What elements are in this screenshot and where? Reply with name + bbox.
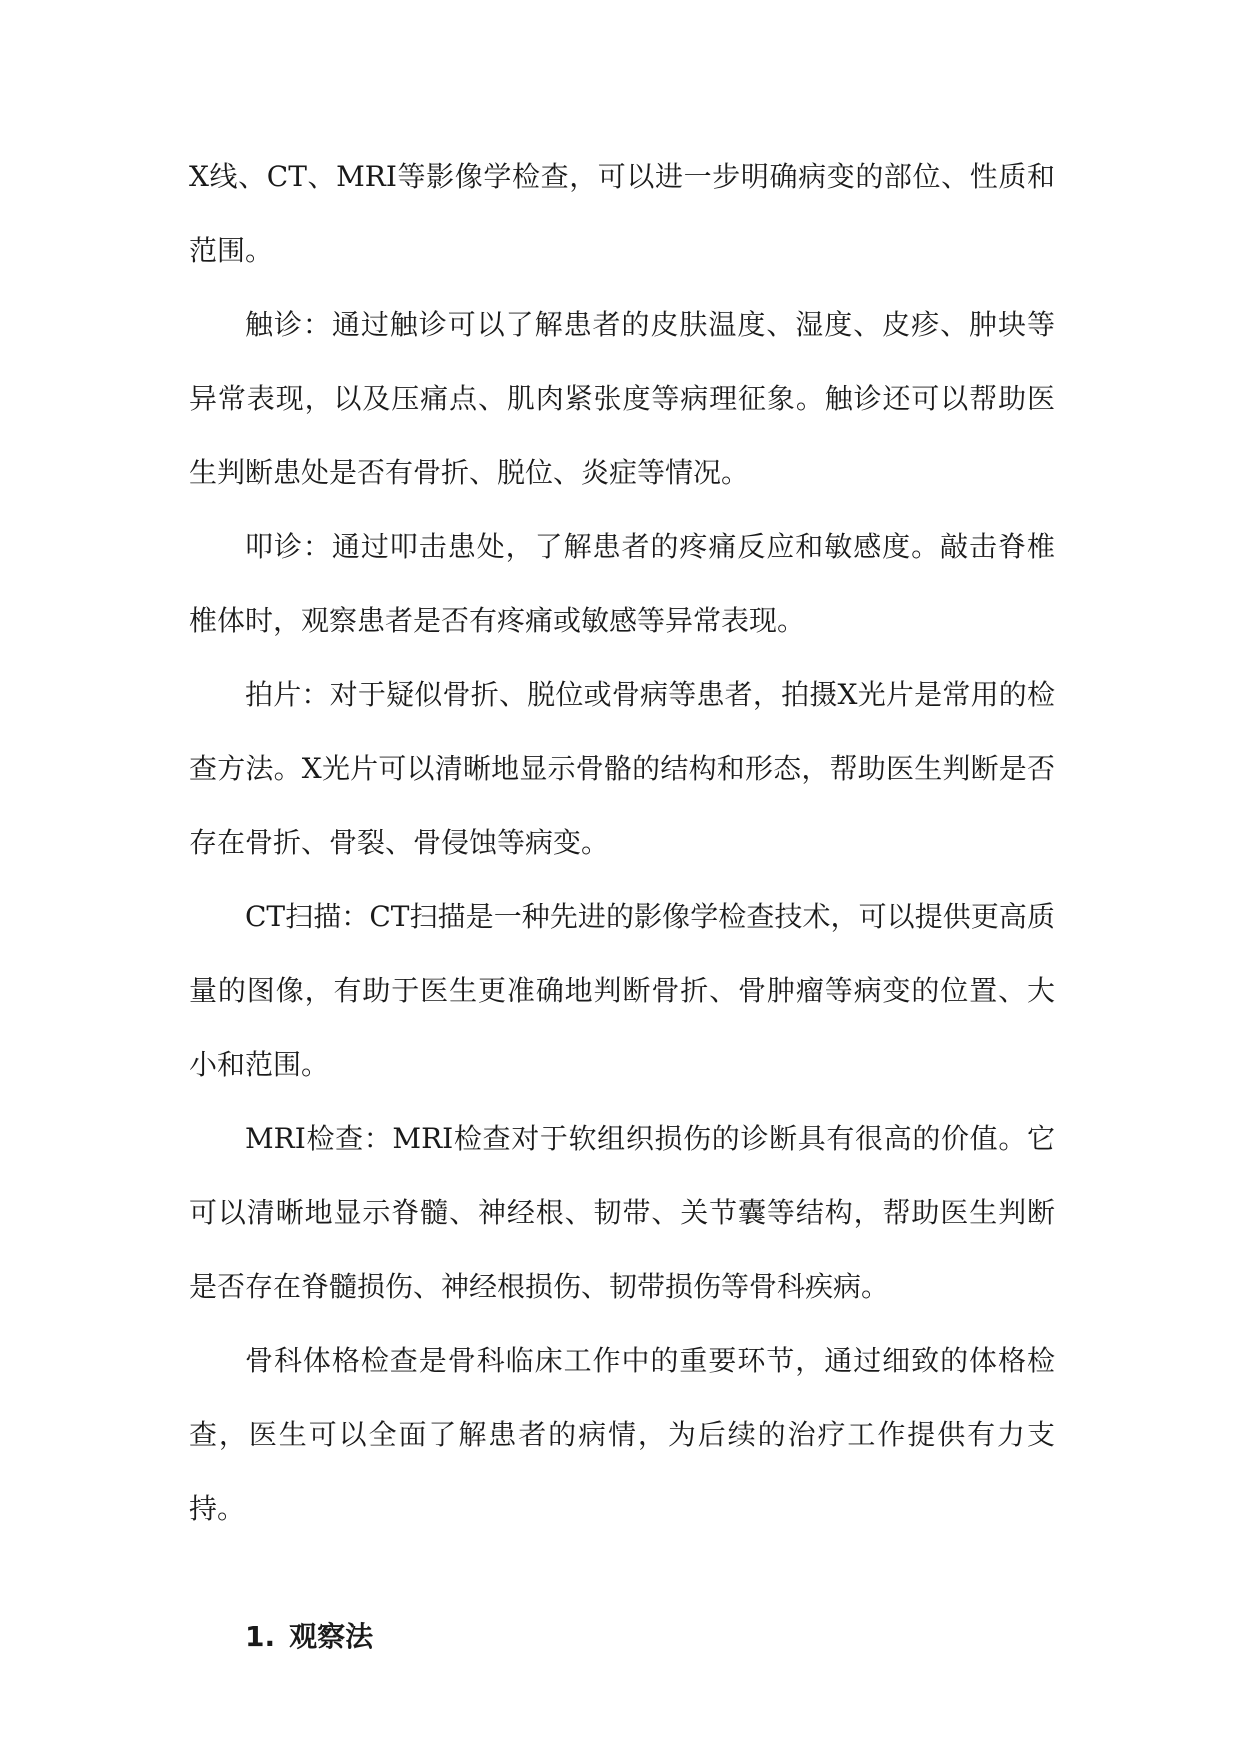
section-heading <box>189 1600 1055 1674</box>
paragraph-summary: 骨科体格检查是骨科临床工作中的重要环节，通过细致的体格检查，医生可以全面了解患者的病情，为后续的治疗工作提供有力支持。 <box>189 1344 1055 1525</box>
paragraph-xray: 拍片：对于疑似骨折、脱位或骨病等患者，拍摄X光片是常用的检查方法。X光片可以清晰地显示骨骼的结构和形态，帮助医生判断是否存在骨折、骨裂、骨侵蚀等病变。 <box>189 678 1055 859</box>
paragraph-imaging-continued: X线、CT、MRI等影像学检查，可以进一步明确病变的部位、性质和范围。 <box>189 160 1055 267</box>
paragraph-ct-scan: CT扫描：CT扫描是一种先进的影像学检查技术，可以提供更高质量的图像，有助于医生更准确地判断骨折、骨肿瘤等病变的位置、大小和范围。 <box>189 900 1055 1081</box>
paragraph-mri: MRI检查：MRI检查对于软组织损伤的诊断具有很高的价值。它可以清晰地显示脊髓、神经根、韧带、关节囊等结构，帮助医生判断是否存在脊髓损伤、神经根损伤、韧带损伤等骨科疾病。 <box>189 1122 1055 1303</box>
paragraph-percussion: 叩诊：通过叩击患处，了解患者的疼痛反应和敏感度。敲击脊椎椎体时，观察患者是否有疼痛或敏感等异常表现。 <box>189 530 1055 637</box>
document-body <box>189 140 1055 1674</box>
section-heading-number: 1. <box>245 1620 276 1653</box>
paragraph-palpation: 触诊：通过触诊可以了解患者的皮肤温度、湿度、皮疹、肿块等异常表现，以及压痛点、肌肉紧张度等病理征象。触诊还可以帮助医生判断患处是否有骨折、脱位、炎症等情况。 <box>189 308 1055 489</box>
section-heading-title: 观察法 <box>289 1620 374 1653</box>
